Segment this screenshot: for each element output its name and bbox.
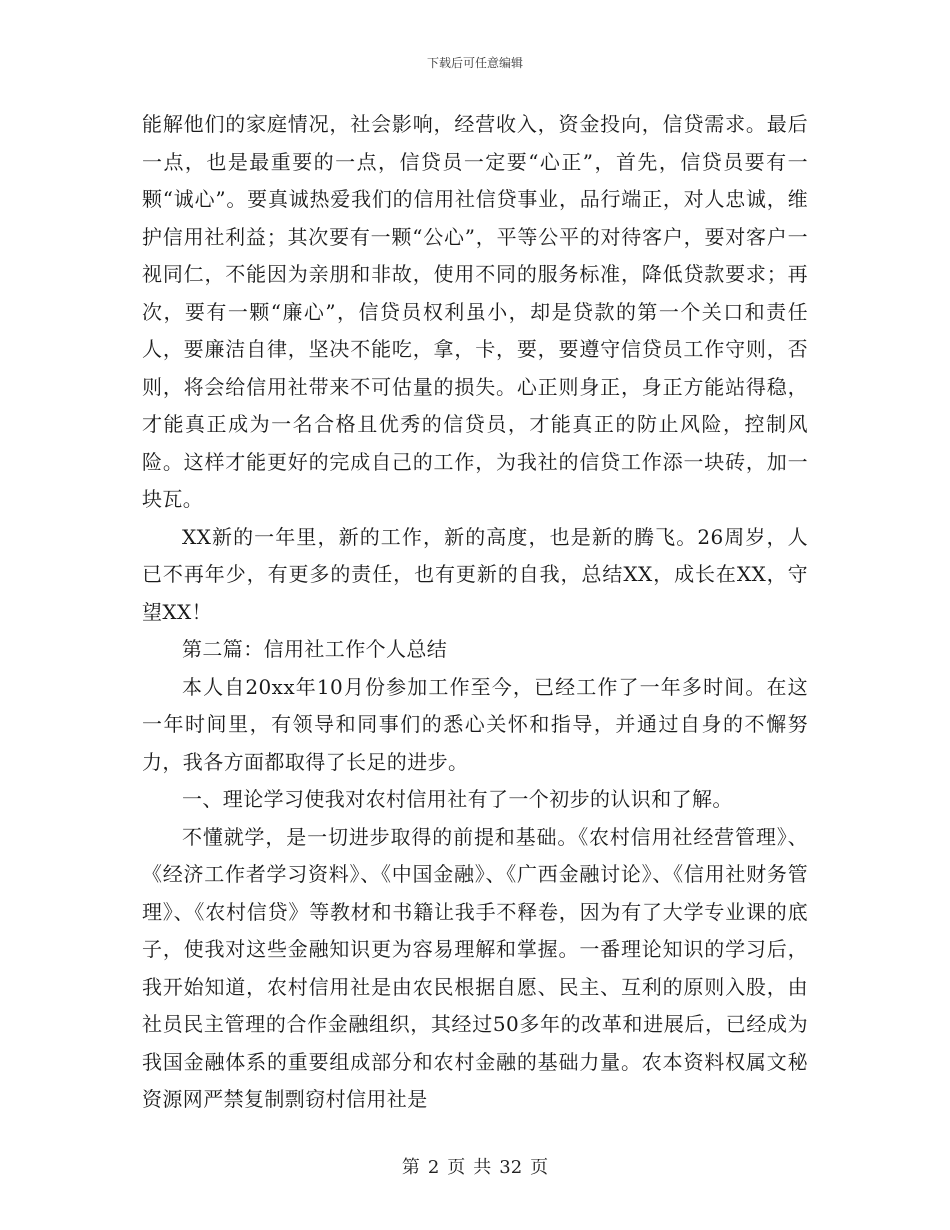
page-header-note: 下载后可任意编辑 [426,56,523,70]
page-number-footer [0,1153,950,1179]
footer-page-word: 页 [447,1157,466,1178]
paragraph-intro: 本人自20xx年10月份参加工作至今，已经工作了一年多时间。在这一年时间里，有领导和同事们的悉心关怀和指导，并通过自身的不懈努力，我各方面都取得了长足的进步。 [142,674,808,774]
section-heading: 第二篇：信用社工作个人总结 [182,637,448,661]
total-pages-number: 32 [499,1157,523,1178]
document-body [142,106,808,1119]
footer-prefix: 第 [401,1157,420,1178]
footer-suffix: 页 [530,1157,549,1178]
subsection-heading: 一、理论学习使我对农村信用社有了一个初步的认识和了解。 [182,787,733,811]
paragraph-new-year: XX新的一年里，新的工作，新的高度，也是新的腾飞。26周岁，人已不再年少，有更多的责任，也有更新的自我，总结XX，成长在XX，守望XX！ [142,524,808,624]
footer-total-word: 共 [473,1157,492,1178]
paragraph-continuation: 能解他们的家庭情况，社会影响，经营收入，资金投向，信贷需求。最后一点，也是最重要的一点，信贷员一定要“心正”，首先，信贷员要有一颗“诚心”。要真诚热爱我们的信用社信贷事业，品行端正，对人忠诚，维护信用社利益；其次要有一颗“公心”，平等公平的对待客户，要对客户一视同仁，不能因为亲朋和非故，使用不同的服务标准，降低贷款要求；再次，要有一颗“廉心”，信贷员权利虽小，却是贷款的第一个关口和责任人，要廉洁自律，坚决不能吃，拿，卡，要，要遵守信贷员工作守则，否则，将会给信用社带来不可估量的损失。心正则身正，身正方能站得稳，才能真正成为一名合格且优秀的信贷员，才能真正的防止风险，控制风险。这样才能更好的完成自己的工作，为我社的信贷工作添一块砖，加一块瓦。 [142,112,808,511]
paragraph-theory-study: 不懂就学，是一切进步取得的前提和基础。《农村信用社经营管理》、《经济工作者学习资料》、《中国金融》、《广西金融讨论》、《信用社财务管理》、《农村信贷》等教材和书籍让我手不释卷，因为有了大学专业课的底子，使我对这些金融知识更为容易理解和掌握。一番理论知识的学习后，我开始知道，农村信用社是由农民根据自愿、民主、互利的原则入股，由社员民主管理的合作金融组织，其经过50多年的改革和进展后，已经成为我国金融体系的重要组成部分和农村金融的基础力量。农本资料权属文秘资源网严禁复制剽窃村信用社是 [142,824,808,1111]
current-page-number: 2 [427,1157,440,1178]
